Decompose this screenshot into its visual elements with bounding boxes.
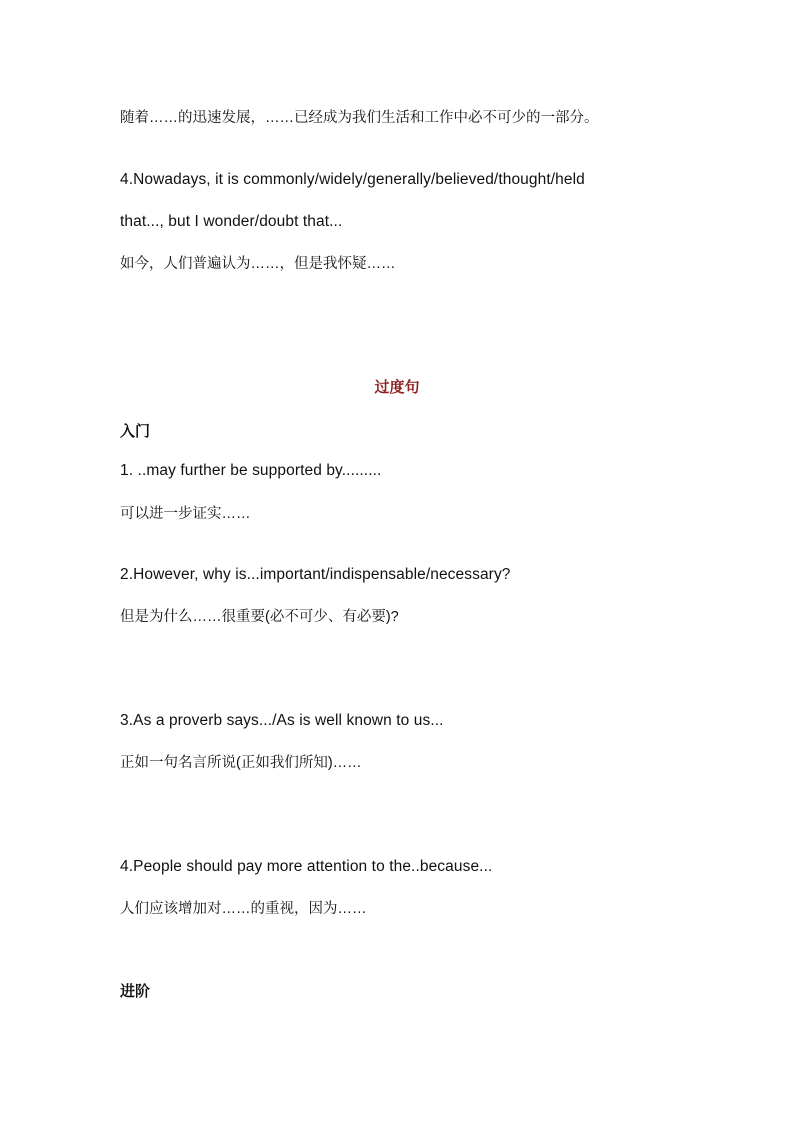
advanced-heading: 进阶 <box>120 983 151 1000</box>
beginner-heading: 入门 <box>120 423 151 440</box>
beginner-item4-chinese: 人们应该增加对……的重视，因为…… <box>120 901 367 917</box>
beginner-item2-english: 2.However, why is...important/indispensable/necessary? <box>120 566 511 583</box>
intro-item4-english-line1: 4.Nowadays, it is commonly/widely/generally/believed/thought/held <box>120 171 585 188</box>
intro-item4-english-line2: that..., but I wonder/doubt that... <box>120 213 343 230</box>
section-title: 过度句 <box>374 379 420 396</box>
beginner-item3-chinese: 正如一句名言所说(正如我们所知)…… <box>120 755 362 771</box>
intro-item3-chinese: 随着……的迅速发展，……已经成为我们生活和工作中必不可少的一部分。 <box>120 110 599 126</box>
beginner-item4-english: 4.People should pay more attention to the..because... <box>120 858 493 875</box>
beginner-item1-chinese: 可以进一步证实…… <box>120 506 251 522</box>
beginner-item2-chinese: 但是为什么……很重要(必不可少、有必要)? <box>120 609 399 625</box>
beginner-item1-english: 1. ..may further be supported by......... <box>120 462 382 479</box>
beginner-item3-english: 3.As a proverb says.../As is well known to us... <box>120 712 444 729</box>
intro-item4-chinese: 如今，人们普遍认为……，但是我怀疑…… <box>120 256 396 272</box>
